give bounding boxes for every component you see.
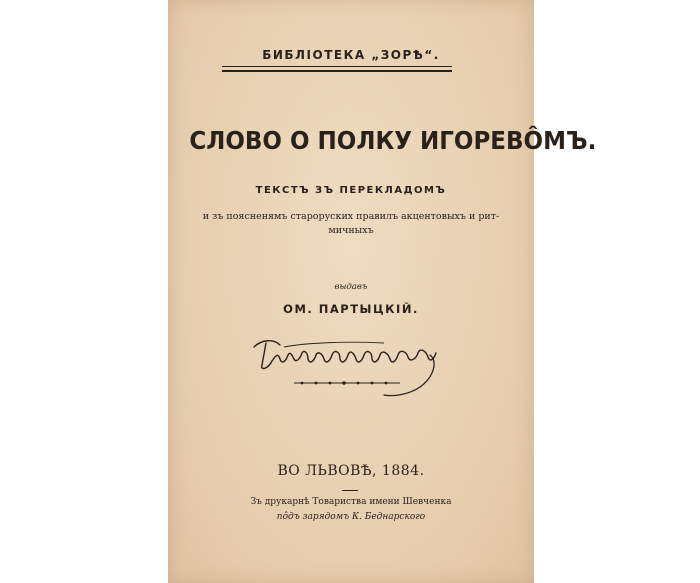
place-and-year: ВО ЛЬВОВѢ, 1884. [277,463,425,479]
edited-by-label: выдавъ [334,282,368,292]
description-line-2: мичныхъ [328,225,374,236]
book-title: СЛОВО О ПОЛКУ ИГОРЕВÔМЪ. [189,126,597,155]
ornament-divider [294,376,400,390]
handwritten-signature [244,325,464,407]
book-title-page [168,0,597,583]
printer-line-1: Зъ друкарнѣ Товариства имени Шевченка [250,497,452,507]
short-rule-divider [342,490,358,491]
book-subtitle: ТЕКСТЪ ЗЪ ПЕРЕКЛАДОМЪ [255,185,447,196]
printer-line-2: пôдъ зарядомъ К. Беднарского [276,512,426,522]
double-rule-divider [222,66,452,72]
description-line-1: и зъ поясненямъ староруских правилъ акцентовыхъ и рит- [202,211,500,222]
author-name: ОМ. ПАРТЫЦКІЙ. [283,302,419,316]
series-heading: БИБЛІОТЕКА „ЗОРѢ“. [262,48,440,62]
